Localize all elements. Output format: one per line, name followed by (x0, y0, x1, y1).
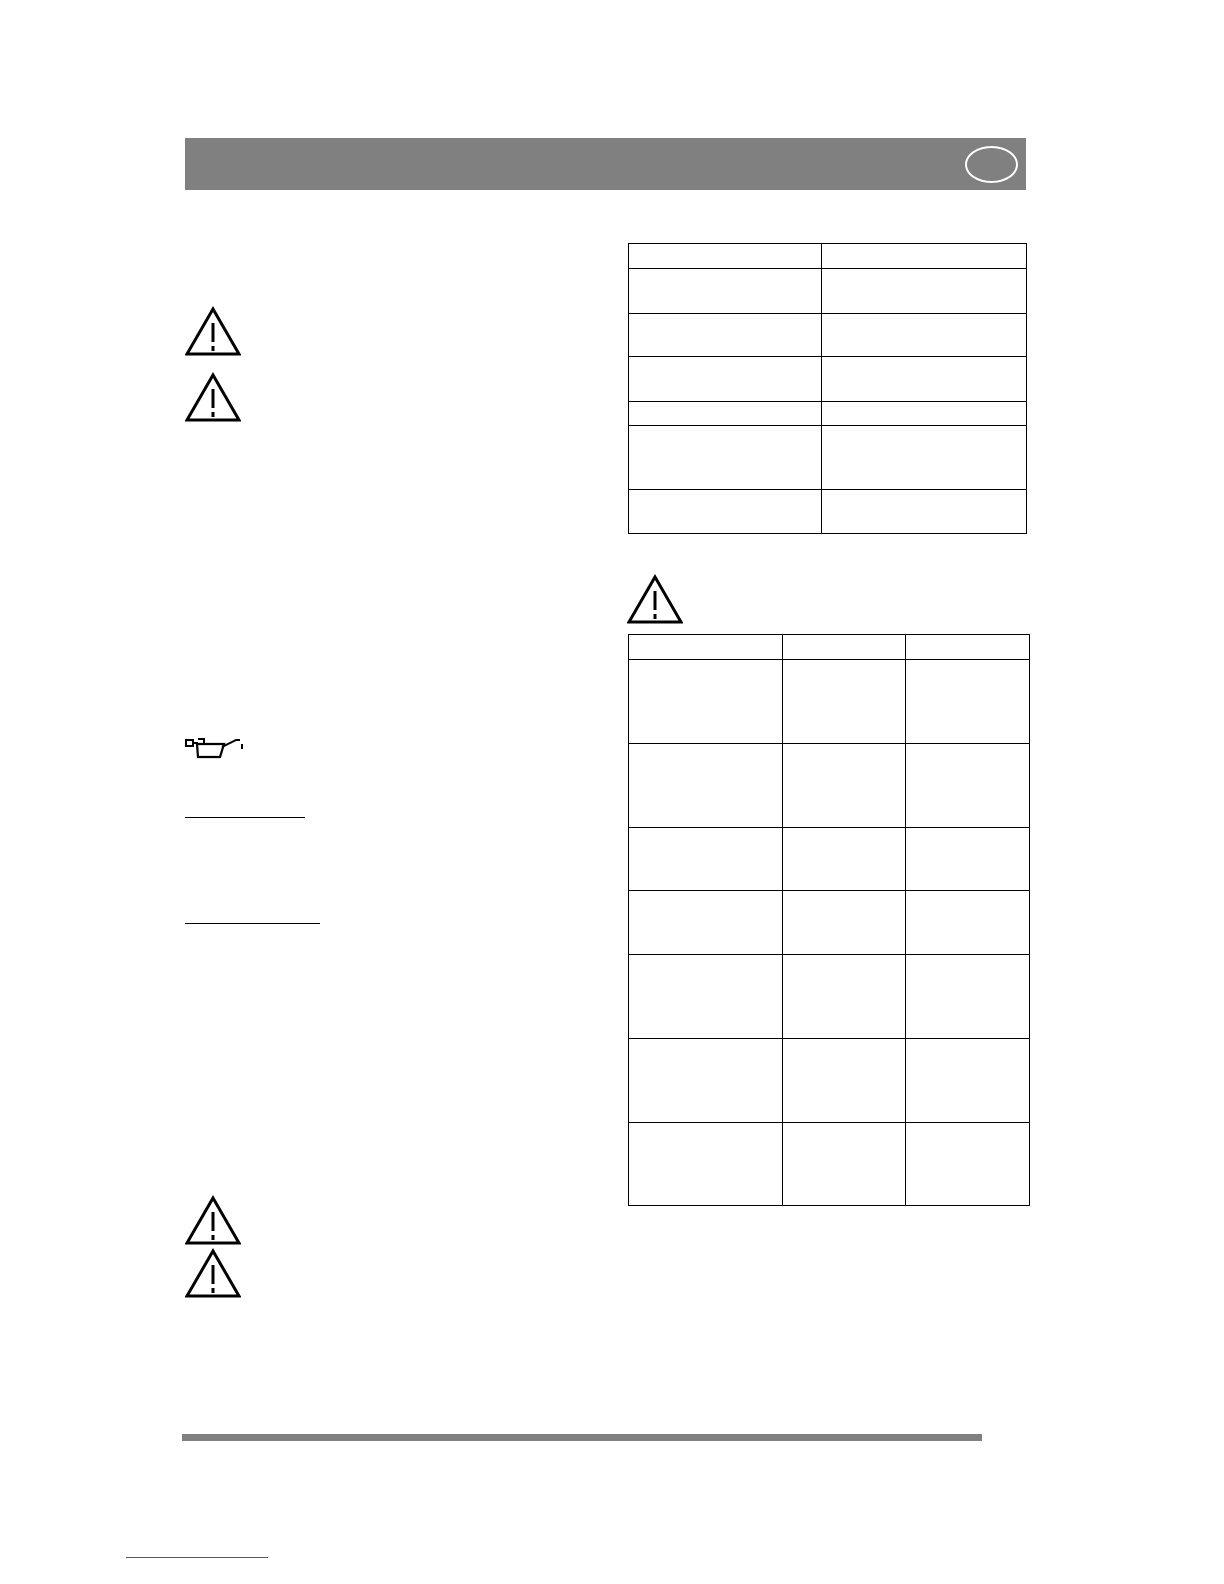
table-cell (783, 660, 906, 744)
table-row (629, 1123, 1030, 1206)
language-badge-icon (965, 146, 1018, 183)
footer-link-underline[interactable] (126, 1557, 268, 1558)
table-cell (783, 955, 906, 1039)
table-row (629, 357, 1027, 402)
table-row (629, 1039, 1030, 1123)
table-cell (906, 1123, 1030, 1206)
table-cell (906, 660, 1030, 744)
table-cell (629, 357, 822, 402)
table-row (629, 635, 1030, 660)
table-cell (629, 955, 783, 1039)
table-cell (783, 635, 906, 660)
table-row (629, 490, 1027, 534)
table-row (629, 314, 1027, 357)
table-cell (906, 891, 1030, 955)
table-row (629, 660, 1030, 744)
table-cell (629, 426, 822, 490)
warning-triangle-icon (185, 372, 241, 422)
table-cell (906, 744, 1030, 828)
table-cell (822, 269, 1027, 314)
table-cell (629, 891, 783, 955)
table-cell (629, 1039, 783, 1123)
footer-bar (182, 1434, 982, 1441)
table-row (629, 955, 1030, 1039)
table-row (629, 244, 1027, 269)
table-cell (906, 955, 1030, 1039)
table-cell (783, 891, 906, 955)
table-row (629, 828, 1030, 891)
table-cell (629, 490, 822, 534)
warning-triangle-icon (185, 306, 241, 356)
troubleshooting-table (628, 634, 1030, 1206)
table-cell (906, 828, 1030, 891)
table-cell (629, 402, 822, 426)
table-row (629, 891, 1030, 955)
header-bar (185, 138, 1026, 190)
table-cell (783, 1039, 906, 1123)
table-row (629, 269, 1027, 314)
table-row (629, 402, 1027, 426)
table-cell (629, 660, 783, 744)
table-cell (822, 244, 1027, 269)
table-cell (629, 314, 822, 357)
table-cell (629, 244, 822, 269)
warning-triangle-icon (185, 1195, 241, 1245)
warning-triangle-icon (185, 1248, 241, 1298)
table-cell (629, 828, 783, 891)
table-cell (783, 744, 906, 828)
table-cell (822, 402, 1027, 426)
oil-can-icon (184, 735, 246, 761)
heading-underline (185, 923, 320, 924)
table-row (629, 744, 1030, 828)
table-cell (822, 314, 1027, 357)
warning-triangle-icon (627, 574, 683, 624)
table-cell (822, 357, 1027, 402)
table-cell (629, 1123, 783, 1206)
table-cell (629, 635, 783, 660)
table-cell (906, 1039, 1030, 1123)
table-cell (629, 269, 822, 314)
table-cell (822, 490, 1027, 534)
table-cell (783, 828, 906, 891)
spec-table (628, 243, 1027, 534)
table-cell (822, 426, 1027, 490)
table-row (629, 426, 1027, 490)
table-cell (783, 1123, 906, 1206)
table-cell (629, 744, 783, 828)
table-cell (906, 635, 1030, 660)
heading-underline (185, 817, 305, 818)
